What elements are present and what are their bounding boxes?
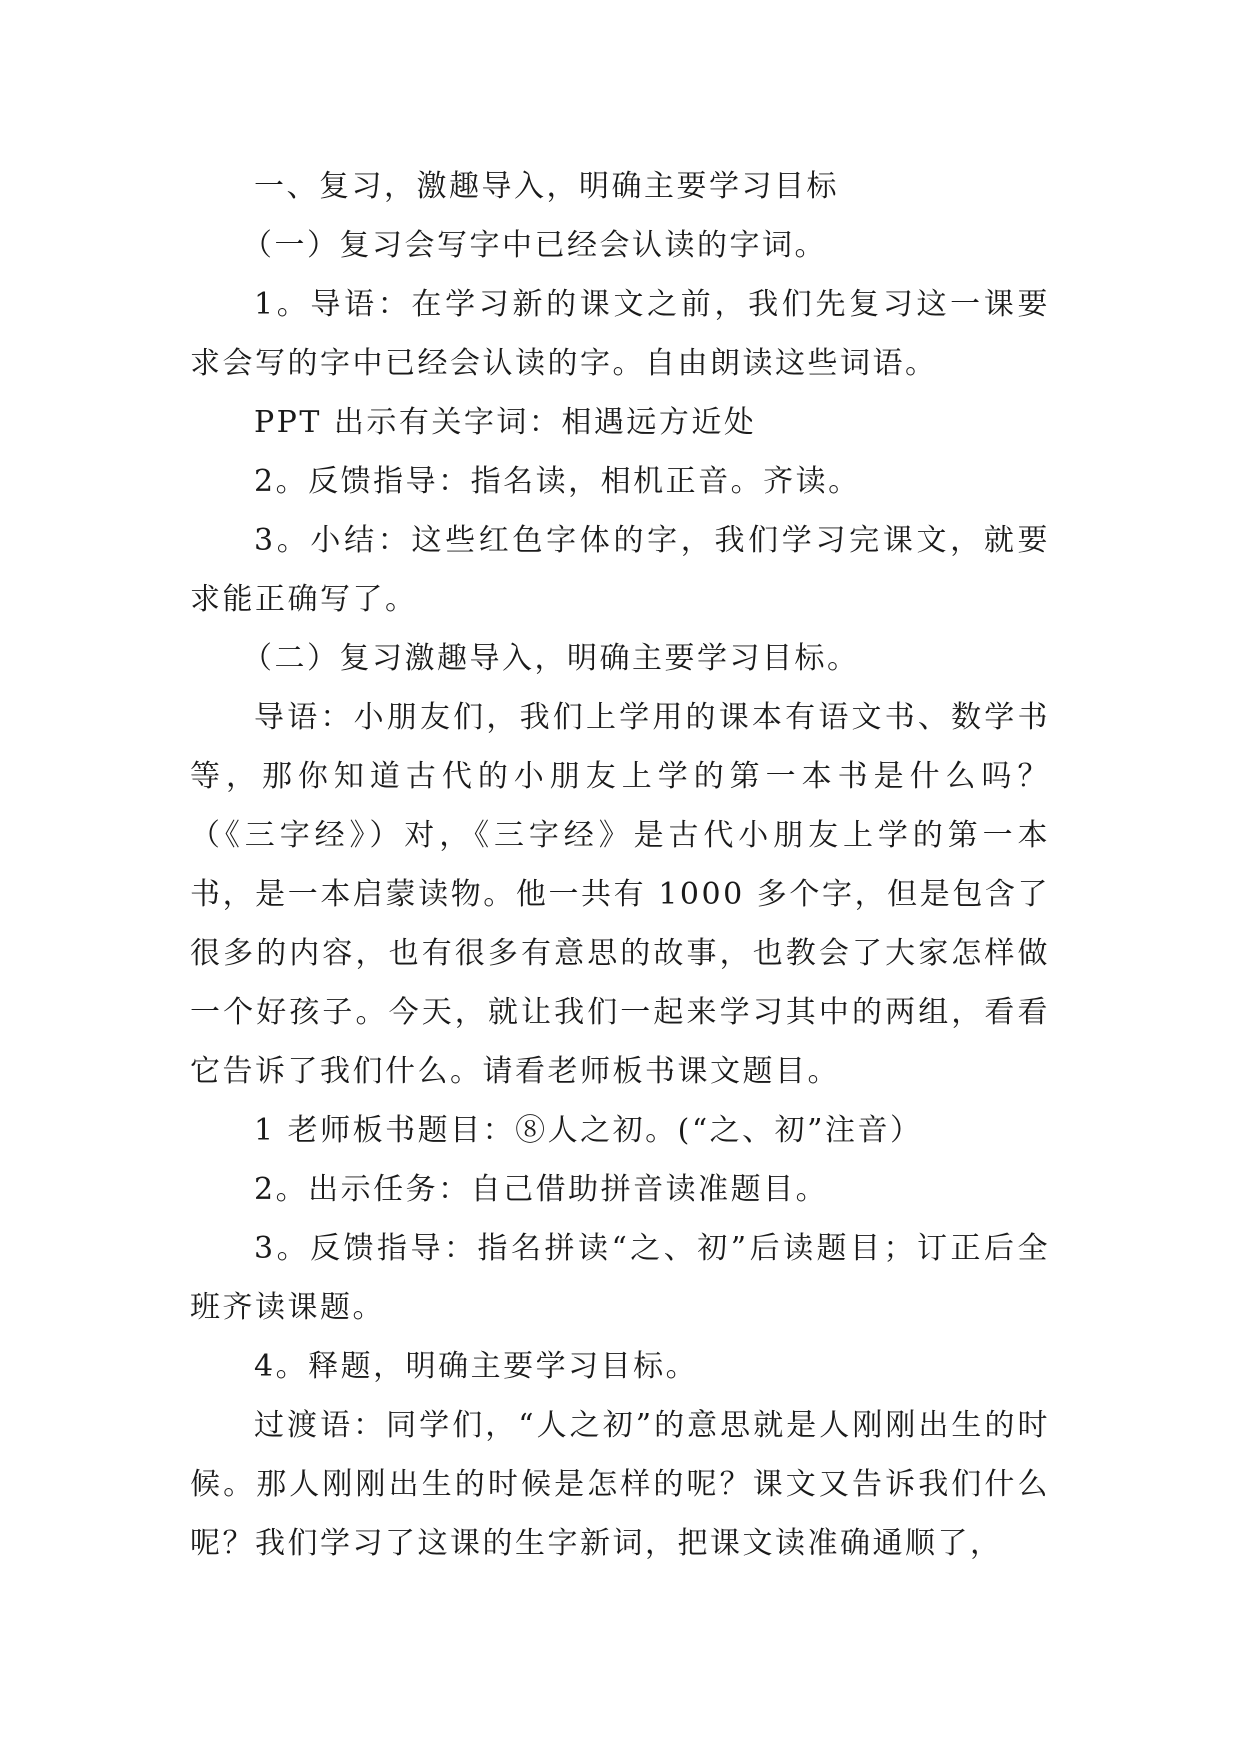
paragraph: 2。出示任务：自己借助拼音读准题目。	[254, 1172, 829, 1207]
section-heading: 一、复习，激趣导入，明确主要学习目标	[254, 169, 839, 204]
paragraph: 1 老师板书题目：⑧人之初。(“之、初”注音）	[254, 1113, 923, 1148]
subsection-heading: （一）复习会写字中已经会认读的字词。	[242, 228, 827, 263]
paragraph: PPT 出示有关字词：相遇远方近处	[254, 405, 757, 440]
paragraph: 4。释题，明确主要学习目标。	[254, 1349, 699, 1384]
paragraph: 3。小结：这些红色字体的字，我们学习完课文，就要求能正确写了。	[190, 523, 1050, 617]
paragraph: 2。反馈指导：指名读，相机正音。齐读。	[254, 464, 861, 499]
document-body	[190, 157, 1050, 1573]
subsection-heading: （二）复习激趣导入，明确主要学习目标。	[242, 641, 860, 676]
paragraph: 导语：小朋友们，我们上学用的课本有语文书、数学书等，那你知道古代的小朋友上学的第一本书是什么吗？（《三字经》）对，《三字经》是古代小朋友上学的第一本书，是一本启蒙读物。他一共有 1000 多个字，但是包含了很多的内容，也有很多有意思的故事，也教会了大家怎样做一个好孩子。今天，就让我们一起来学习其中的两组，看看它告诉了我们什么。请看老师板书课文题目。	[190, 700, 1050, 1089]
paragraph: 3。反馈指导：指名拼读“之、初”后读题目；订正后全班齐读课题。	[190, 1231, 1050, 1325]
paragraph: 过渡语：同学们，“人之初”的意思就是人刚刚出生的时候。那人刚刚出生的时候是怎样的呢？课文又告诉我们什么呢？我们学习了这课的生字新词，把课文读准确通顺了，	[190, 1408, 1050, 1561]
paragraph: 1。导语：在学习新的课文之前，我们先复习这一课要求会写的字中已经会认读的字。自由朗读这些词语。	[190, 287, 1050, 381]
